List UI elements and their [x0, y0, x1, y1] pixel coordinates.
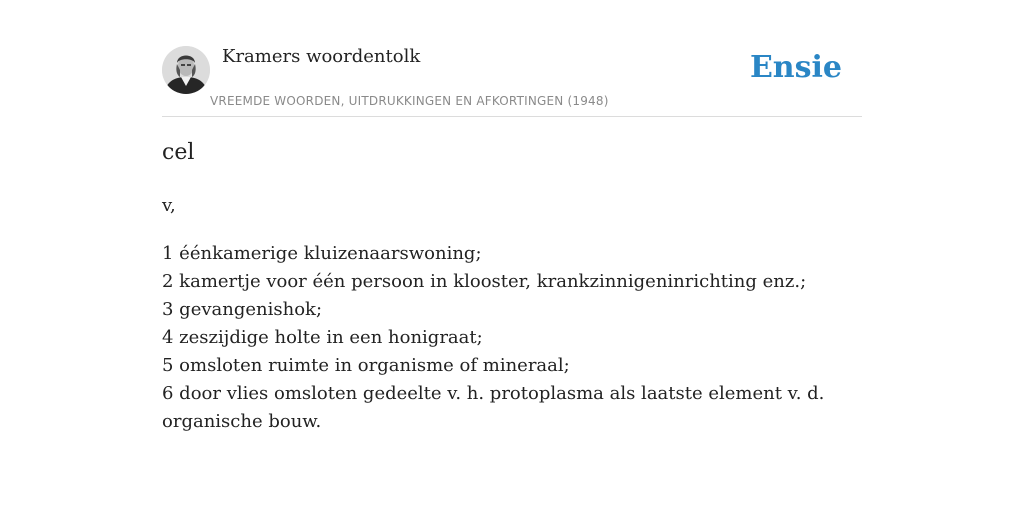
definition-item: 3 gevangenishok; [162, 299, 323, 320]
book-subtitle: VREEMDE WOORDEN, UITDRUKKINGEN EN AFKORTINGEN (1948) [210, 94, 609, 108]
definition-item: 6 door vlies omsloten gedeelte v. h. protoplasma als laatste element v. d. organische bouw. [162, 383, 825, 432]
definition-item: 5 omsloten ruimte in organisme of mineraal; [162, 355, 570, 376]
book-header [162, 44, 862, 117]
entry-headword: cel [162, 140, 195, 165]
definition-list [162, 240, 862, 436]
ensie-logo[interactable]: Ensie [749, 50, 842, 85]
definition-item: 1 éénkamerige kluizenaarswoning; [162, 243, 482, 264]
definition-item: 4 zeszijdige holte in een honigraat; [162, 327, 483, 348]
entry-gender: v, [162, 195, 176, 216]
book-title[interactable]: Kramers woordentolk [222, 46, 421, 67]
author-portrait-icon[interactable] [162, 46, 210, 94]
definition-item: 2 kamertje voor één persoon in klooster, krankzinnigeninrichting enz.; [162, 271, 807, 292]
